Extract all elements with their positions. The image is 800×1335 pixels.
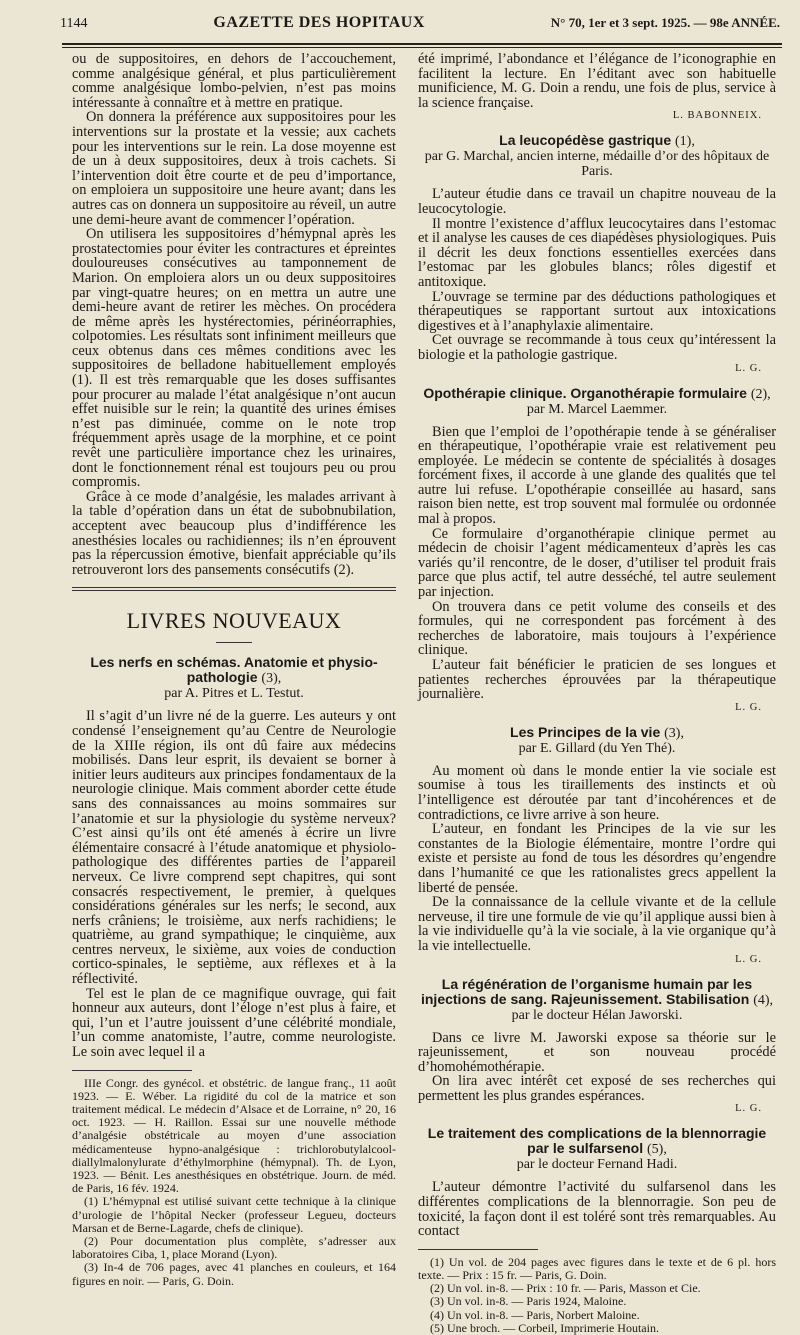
footnote: (4) Un vol. in-8. — Paris, Norbert Maloine. (430, 1307, 640, 1322)
paragraph: Bien que l’emploi de l’opothérapie tende à se généraliser en thérapeutique, l’opothérapie vraie est relativement peu employée. Le médecin se contente de spécialités à dosages forcément fixes, il accorde à une glande des qualités que tel autre lui refuse. L’opothérapie conseillée au hasard, sans raison bien nette, est trop souvent mal formulée ou ordonnée mal à propos. (418, 423, 776, 528)
review-title-text: La leucopédèse gastrique (499, 132, 672, 149)
paragraph: été imprimé, l’abondance et l’élégance de l’iconographie en facilitent la lecture. En l’éditant avec son habituelle munificience, M. G. Doin a rendu, une fois de plus, service à la science française. (418, 51, 776, 111)
paragraph: L’auteur, en fondant les Principes de la vie sur les constantes de la Biologie élémentaire, montre l’ordre qui existe et persiste au fond de tous les désordres qu’engendre dans l’humanité ce que les rationalistes grecs appellent la liberté de pensée. (418, 821, 776, 896)
paragraph: On donnera la préférence aux suppositoires pour les interventions sur la prostate et la vessie; aux cachets pour les interventions sur le rein. La dose moyenne est de un à deux suppositoires, deux à trois cachets. Si l’intervention doit être courte et de peu d’importance, on emploiera un suppositoire une heure avant; dans les autres cas on donnera un suppositoire au réveil, un autre une demi-heure avant de commencer l’opération. (72, 109, 396, 228)
page-number: 1144 (60, 16, 88, 31)
review-title-text: Les Principes de la vie (510, 723, 661, 740)
footnote: (3) Un vol. in-8. — Paris 1924, Maloine. (430, 1294, 627, 1309)
footnote-ref: (3), (261, 671, 282, 687)
footnote: (1) Un vol. de 204 pages avec figures dans le texte et de 6 pl. hors texte. — Prix : 15 fr. — Paris, G. Doin. (418, 1254, 776, 1283)
paragraph: ou de suppositoires, en dehors de l’accouchement, comme analgésique général, et plus particulièrement comme analgésique lombo-pelvien, n’est pas moins intéressante à connaître et à mettre en pratique. (72, 51, 396, 111)
paragraph: L’auteur étudie dans ce travail un chapitre nouveau de la leucocytologie. (418, 186, 776, 217)
footnote: (3) In-4 de 706 pages, avec 41 planches en couleurs, et 164 figures en noir. — Paris, G. Doin. (72, 1260, 396, 1288)
paragraph: De la connaissance de la cellule vivante et de la cellule nerveuse, il tire une formule de vie qu’il applique aussi bien à la vie individuelle qu’à la vie sociale, à la vie organique qu’à la vie intellectuelle. (418, 894, 776, 954)
review-title-text: Les nerfs en schémas. Anatomie et physio-pathologie (90, 654, 378, 686)
header-rule (62, 43, 782, 45)
issue-info: N° 70, 1er et 3 sept. 1925. — 98e ANNÉE. (550, 15, 780, 30)
left-column (72, 52, 396, 1288)
section-title: LIVRES NOUVEAUX (126, 608, 342, 634)
signature: L. G. (735, 701, 762, 713)
review-byline: par M. Marcel Laemmer. (526, 401, 668, 417)
header-rule-thin (62, 47, 782, 48)
paragraph: L’auteur démontre l’activité du sulfarsenol dans les différentes complications de la blennorragie. Son peu de toxicité, la façon dont il est toléré sont très remarquables. Au contact (418, 1179, 776, 1240)
divider (216, 642, 252, 643)
signature: L. G. (735, 1103, 762, 1115)
paragraph: Dans ce livre M. Jaworski expose sa théorie sur le rajeunissement, et son nouveau procédé d’homohémothérapie. (418, 1029, 776, 1075)
signature: L. BABONNEIX. (672, 110, 762, 122)
review-byline: par le docteur Fernand Hadi. (516, 1157, 678, 1173)
review-title (418, 725, 776, 741)
journal-title: GAZETTE DES HOPITAUX (213, 14, 425, 31)
paragraph: Il s’agit d’un livre né de la guerre. Les auteurs y ont condensé l’enseignement qu’au Centre de Neurologie de la XIIIe région, ils ont dû faire aux médecins mobilisés. Dans leur esprit, ils devaient se borner à initier leurs auditeurs aux principes fondamentaux de la neurologie clinique. Mais comment aborder cette étude sans des connaissances au moins sommaires sur l’anatomie et sur la physiologie du système nerveux? C’est ainsi qu’ils ont été amenés à écrire un livre élémentaire consacré à l’étude anatomique et physiolo-pathologique des différentes parties de l’appareil nerveux. Ce livre comprend sept chapitres, qui sont consacrés respectivement, le premier, à quelques considérations générales sur les nerfs; le second, aux nerfs crâniens; le troisième, aux nerfs rachidiens; le quatrième, au grand sympathique; le cinquième, aux centres nerveux, le sixième, aux voies de conduction cortico-spinales, le septième, aux réflexes et à la réflectivité. (72, 708, 396, 988)
review-byline: par G. Marchal, ancien interne, médaille d’or des hôpitaux de Paris. (424, 149, 770, 180)
section-rule (72, 587, 396, 588)
footnote-rule (72, 1070, 192, 1071)
review-title (418, 1126, 776, 1157)
footnote-ref: (5), (647, 1142, 667, 1158)
footnote-rule (418, 1249, 538, 1250)
review-title (418, 386, 776, 402)
paragraph: Tel est le plan de ce magnifique ouvrage, qui fait honneur aux auteurs, dont l’éloge n’est plus à faire, et qui, l’un et l’autre jouissent d’une célébrité mondiale, l’un comme anatomiste, l’autre, comme neurologiste. Le soin avec lequel il a (72, 985, 396, 1061)
footnote: (1) L’hémypnal est utilisé suivant cette technique à la clinique d’urologie de l’hôpital Necker (professeur Legueu, docteurs Marsan et de Berne-Lagarde, chefs de clinique). (72, 1194, 396, 1235)
page-header (60, 14, 780, 40)
review-title (418, 133, 776, 149)
paragraph: On lira avec intérêt cet exposé de ses recherches qui permettent les plus grandes espérances. (418, 1073, 776, 1104)
review-title (72, 655, 396, 686)
review-byline: par A. Pitres et L. Testut. (164, 686, 304, 702)
paragraph: Il montre l’existence d’afflux leucocytaires dans l’estomac et il analyse les causes de ces diapédèses physiologiques. Puis il décrit les deux fonctions essentielles exercées dans l’estomac par les globules blancs; rôles digestif et antitoxique. (418, 215, 776, 290)
section-rule (72, 590, 396, 591)
review-byline: par le docteur Hélan Jaworski. (511, 1007, 683, 1023)
paragraph: Grâce à ce mode d’analgésie, les malades arrivant à la table d’opération dans un état de subobnubilation, acceptent avec beaucoup plus d’indifférence les anesthésies locales ou rachidiennes; ils n’en éprouvent pas la répercussion émotive, bienfait appréciable qu’ils retrouveront lors des pansements consécutifs (2). (72, 488, 396, 578)
footnote-ref: (1), (675, 134, 695, 150)
footnote-ref: (4), (753, 992, 774, 1008)
paragraph: Au moment où dans le monde entier la vie sociale est soumise à tous les tiraillements des instincts et où l’intelligence est déroutée par tant d’incohérences et de contradictions, ce livre arrive à son heure. (418, 762, 776, 823)
signature: L. G. (735, 953, 762, 965)
review-byline: par E. Gillard (du Yen Thé). (518, 740, 676, 756)
right-column (418, 52, 776, 1335)
footnote-ref: (3), (664, 725, 684, 741)
paragraph: Cet ouvrage se recommande à tous ceux qu’intéressent la biologie et la pathologie gastrique. (418, 332, 776, 363)
footnote: (2) Pour documentation plus complète, s’adresser aux laboratoires Ciba, 1, place Morand (Lyon). (72, 1234, 396, 1262)
footnote: (5) Une broch. — Corbeil, Imprimerie Houtain. (430, 1320, 659, 1335)
review-title-text: Opothérapie clinique. Organothérapie formulaire (423, 384, 747, 401)
paragraph: L’ouvrage se termine par des déductions pathologiques et thérapeutiques se rapportant surtout aux intoxications digestives et à l’anaphylaxie alimentaire. (418, 288, 776, 334)
paragraph: Ce formulaire d’organothérapie clinique permet au médecin de choisir l’agent médicamenteux d’après les cas variés qu’il rencontre, de le doser, d’utiliser tel produit frais parce que plus actif, tel autre desséché, tel autre seulement par injection. (418, 525, 776, 601)
paragraph: On utilisera les suppositoires d’hémypnal après les prostatectomies pour éviter les contractures et épreintes douloureuses consécutives au tamponnement de Marion. On emploiera alors un ou deux suppositoires par vingt-quatre heures; on en mettra un autre une demi-heure avant de retirer les mèches. On procédera de même après les hystérectomies, périnéorraphies, colpotomies. Les résultats sont infiniment meilleurs que ceux obtenus dans ces mêmes conditions avec les suppositoires de belladone habituellement employés (1). Il est très remarquable que les doses suffisantes pour procurer au malade l’état analgésique n’ont aucun effet nuisible sur le rein; la quantité des urines émises n’est pas diminuée, comme on le note trop fréquemment après usage de la morphine, et ce point revêt une particulière importance chez les urinaires, dont le fonctionnement rénal est toujours peu ou prou compromis. (72, 226, 396, 491)
footnote: (2) Un vol. in-8. — Prix : 10 fr. — Paris, Masson et Cie. (430, 1281, 701, 1296)
paragraph: L’auteur fait bénéficier le praticien de ses longues et patientes recherches éprouvées par la thérapeutique journalière. (418, 657, 776, 703)
footnote: IIIe Congr. des gynécol. et obstétric. de langue franç., 11 août 1923. — E. Wéber. La rigidité du col de la matrice et son traitement médical. Le médecin d’Alsace et de Lorraine, n° 20, 16 oct. 1923. — H. Raillon. Essai sur une nouvelle méthode d’analgésie obstétricale au moyen d’une association médicamenteuse hypno-analgésique : trichlorobutylalcool-diallylmalonylurate d’éthylmorphine (hémypnal). Th. de Lyon, 1923. — Bénit. Les anesthésiques en obstétrique. Journ. de méd. de Paris, 16 fév. 1924. (72, 1075, 396, 1196)
signature: L. G. (735, 362, 762, 374)
review-title-text: La régénération de l’organisme humain par les injections de sang. Rajeunissement. Stabilisation (420, 975, 753, 1007)
paragraph: On trouvera dans ce petit volume des conseils et des formules, qui ne correspondent pas forcément à des recherches de laboratoire, mais toujours à l’expérience clinique. (418, 598, 776, 659)
footnote-ref: (2), (750, 386, 771, 402)
review-title-text: Le traitement des complications de la blennorragie par le sulfarsenol (427, 1125, 767, 1157)
review-title (418, 977, 776, 1008)
